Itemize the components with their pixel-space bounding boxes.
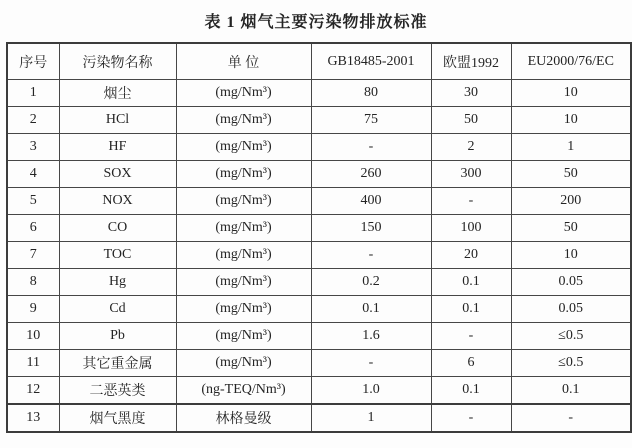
eu1992-value-cell: -: [431, 188, 511, 215]
eu2000-value-cell: ≤0.5: [511, 350, 631, 377]
pollutant-name-cell: HCl: [59, 107, 176, 134]
table-row: [7, 323, 631, 350]
unit-cell: (mg/Nm³): [176, 80, 311, 107]
unit-cell: (mg/Nm³): [176, 269, 311, 296]
eu2000-value-cell: 200: [511, 188, 631, 215]
table-row: [7, 80, 631, 107]
pollutant-name-cell: 二恶英类: [59, 377, 176, 405]
gb-value-cell: -: [311, 350, 431, 377]
gb-value-cell: 400: [311, 188, 431, 215]
col-header-gb18485-2001: GB18485-2001: [311, 43, 431, 80]
pollutant-name-cell: Pb: [59, 323, 176, 350]
table-row: [7, 350, 631, 377]
gb-value-cell: 150: [311, 215, 431, 242]
table-row: [7, 242, 631, 269]
pollutant-name-cell: NOX: [59, 188, 176, 215]
unit-cell: (mg/Nm³): [176, 323, 311, 350]
gb-value-cell: 80: [311, 80, 431, 107]
table-row: [7, 188, 631, 215]
table-row: [7, 215, 631, 242]
eu2000-value-cell: 10: [511, 107, 631, 134]
unit-cell: (mg/Nm³): [176, 215, 311, 242]
eu1992-value-cell: 300: [431, 161, 511, 188]
eu2000-value-cell: ≤0.5: [511, 323, 631, 350]
eu2000-value-cell: 0.05: [511, 296, 631, 323]
pollutant-name-cell: HF: [59, 134, 176, 161]
unit-cell: (mg/Nm³): [176, 107, 311, 134]
seq-no-cell: 8: [7, 269, 59, 296]
table-row: [7, 269, 631, 296]
gb-value-cell: -: [311, 242, 431, 269]
pollutant-name-cell: Cd: [59, 296, 176, 323]
eu1992-value-cell: 50: [431, 107, 511, 134]
gb-value-cell: 1.0: [311, 377, 431, 405]
gb-value-cell: 0.2: [311, 269, 431, 296]
unit-cell: (ng-TEQ/Nm³): [176, 377, 311, 405]
eu1992-value-cell: 20: [431, 242, 511, 269]
eu1992-value-cell: -: [431, 323, 511, 350]
unit-cell: (mg/Nm³): [176, 296, 311, 323]
eu2000-value-cell: 50: [511, 161, 631, 188]
eu1992-value-cell: 2: [431, 134, 511, 161]
gb-value-cell: 1.6: [311, 323, 431, 350]
table-title: 表 1 烟气主要污染物排放标准: [204, 14, 428, 31]
eu2000-value-cell: 1: [511, 134, 631, 161]
seq-no-cell: 1: [7, 80, 59, 107]
eu1992-value-cell: 0.1: [431, 269, 511, 296]
col-header-pollutant-name: 污染物名称: [59, 43, 176, 80]
eu1992-value-cell: -: [431, 404, 511, 432]
col-header-seq-no: 序号: [7, 43, 59, 80]
pollutant-name-cell: TOC: [59, 242, 176, 269]
gb-value-cell: 260: [311, 161, 431, 188]
pollutant-name-cell: Hg: [59, 269, 176, 296]
eu1992-value-cell: 0.1: [431, 377, 511, 405]
table-row: [7, 296, 631, 323]
seq-no-cell: 13: [7, 404, 59, 432]
unit-cell: (mg/Nm³): [176, 350, 311, 377]
pollutant-name-cell: 其它重金属: [59, 350, 176, 377]
eu2000-value-cell: 0.05: [511, 269, 631, 296]
eu2000-value-cell: 0.1: [511, 377, 631, 405]
gb-value-cell: 0.1: [311, 296, 431, 323]
pollutant-name-cell: 烟气黑度: [59, 404, 176, 432]
seq-no-cell: 2: [7, 107, 59, 134]
col-header-eu2000-76-ec: EU2000/76/EC: [511, 43, 631, 80]
eu1992-value-cell: 100: [431, 215, 511, 242]
table-row: [7, 377, 631, 405]
gb-value-cell: 1: [311, 404, 431, 432]
eu1992-value-cell: 6: [431, 350, 511, 377]
seq-no-cell: 9: [7, 296, 59, 323]
unit-cell: 林格曼级: [176, 404, 311, 432]
eu2000-value-cell: 10: [511, 242, 631, 269]
pollutant-name-cell: 烟尘: [59, 80, 176, 107]
header-row: [7, 43, 631, 80]
eu1992-value-cell: 30: [431, 80, 511, 107]
unit-cell: (mg/Nm³): [176, 161, 311, 188]
pollutant-name-cell: SOX: [59, 161, 176, 188]
seq-no-cell: 7: [7, 242, 59, 269]
emission-standards-table: [6, 42, 632, 433]
eu2000-value-cell: -: [511, 404, 631, 432]
seq-no-cell: 10: [7, 323, 59, 350]
table-row: [7, 404, 631, 432]
table-row: [7, 161, 631, 188]
seq-no-cell: 5: [7, 188, 59, 215]
col-header-unit: 单 位: [176, 43, 311, 80]
eu1992-value-cell: 0.1: [431, 296, 511, 323]
gb-value-cell: -: [311, 134, 431, 161]
unit-cell: (mg/Nm³): [176, 134, 311, 161]
table-row: [7, 134, 631, 161]
seq-no-cell: 11: [7, 350, 59, 377]
eu2000-value-cell: 10: [511, 80, 631, 107]
col-header-eu-1992: 欧盟1992: [431, 43, 511, 80]
unit-cell: (mg/Nm³): [176, 242, 311, 269]
seq-no-cell: 6: [7, 215, 59, 242]
seq-no-cell: 3: [7, 134, 59, 161]
pollutant-name-cell: CO: [59, 215, 176, 242]
unit-cell: (mg/Nm³): [176, 188, 311, 215]
seq-no-cell: 4: [7, 161, 59, 188]
eu2000-value-cell: 50: [511, 215, 631, 242]
seq-no-cell: 12: [7, 377, 59, 405]
table-row: [7, 107, 631, 134]
gb-value-cell: 75: [311, 107, 431, 134]
